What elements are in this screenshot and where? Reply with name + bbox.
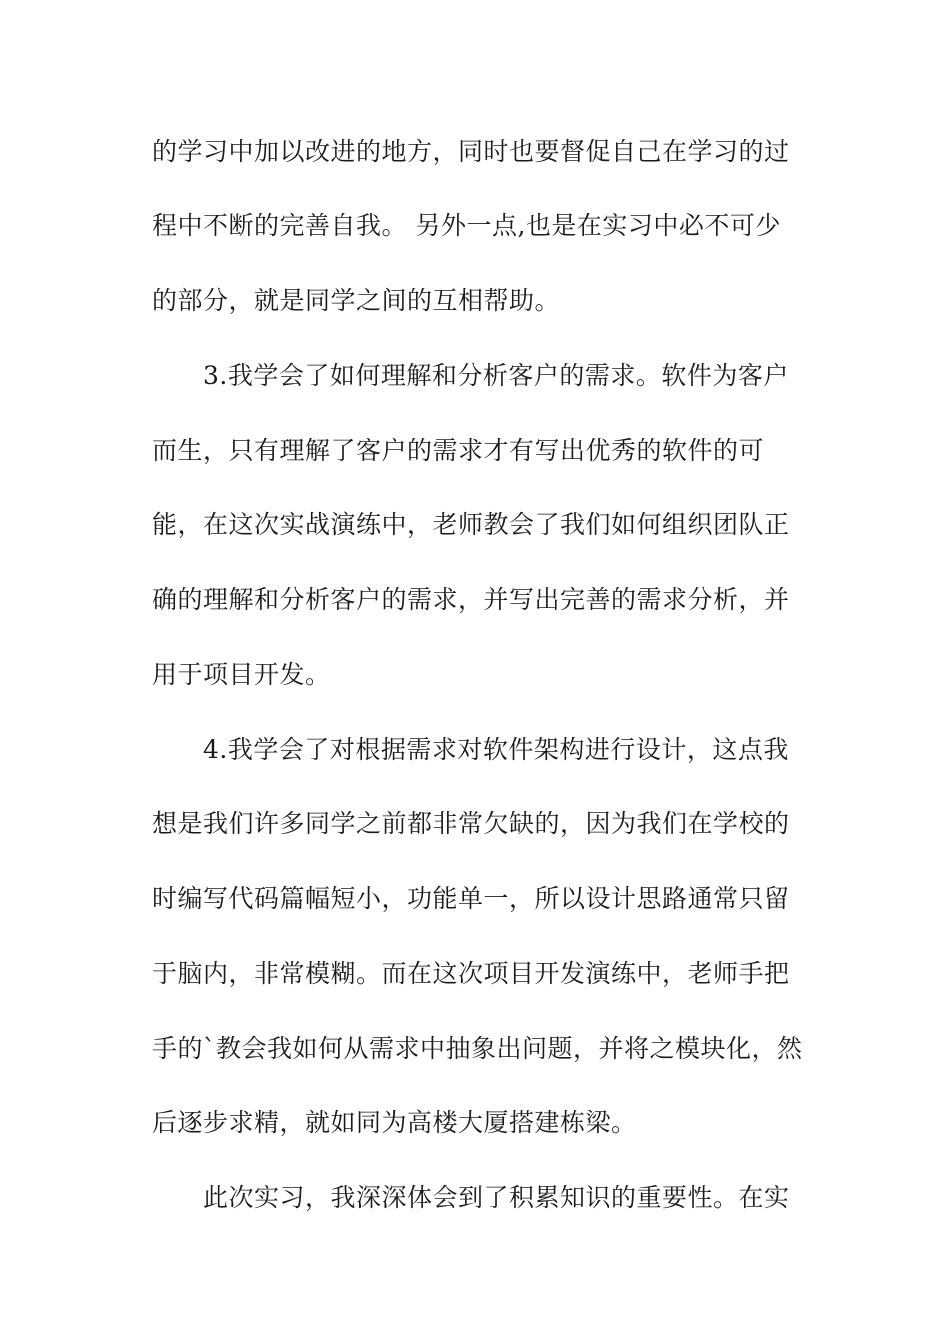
- text-line: 的学习中加以改进的地方，同时也要督促自己在学习的过: [152, 137, 790, 166]
- text-line: 时编写代码篇幅短小，功能单一，所以设计思路通常只留: [152, 884, 790, 913]
- text-line: 确的理解和分析客户的需求，并写出完善的需求分析，并: [152, 585, 790, 614]
- text-line: 程中不断的完善自我。 另外一点,也是在实习中必不可少: [152, 211, 781, 240]
- text-line: 而生，只有理解了客户的需求才有写出优秀的软件的可: [152, 436, 765, 465]
- text-line: 的部分，就是同学之间的互相帮助。: [152, 286, 561, 315]
- text-line: 于脑内，非常模糊。而在这次项目开发演练中，老师手把: [152, 959, 790, 988]
- text-line: 能，在这次实战演练中，老师教会了我们如何组织团队正: [152, 510, 790, 539]
- paragraph-start-line: 4.我学会了对根据需求对软件架构进行设计，这点我: [203, 735, 789, 764]
- text-line: 手的`教会我如何从需求中抽象出问题，并将之模块化，然: [152, 1034, 803, 1063]
- paragraph-start-line: 此次实习，我深深体会到了积累知识的重要性。在实: [203, 1183, 790, 1212]
- text-line: 后逐步求精，就如同为高楼大厦搭建栋梁。: [152, 1108, 637, 1137]
- text-line: 用于项目开发。: [152, 660, 331, 689]
- text-line: 想是我们许多同学之前都非常欠缺的，因为我们在学校的: [152, 809, 790, 838]
- paragraph-start-line: 3.我学会了如何理解和分析客户的需求。软件为客户: [203, 361, 789, 390]
